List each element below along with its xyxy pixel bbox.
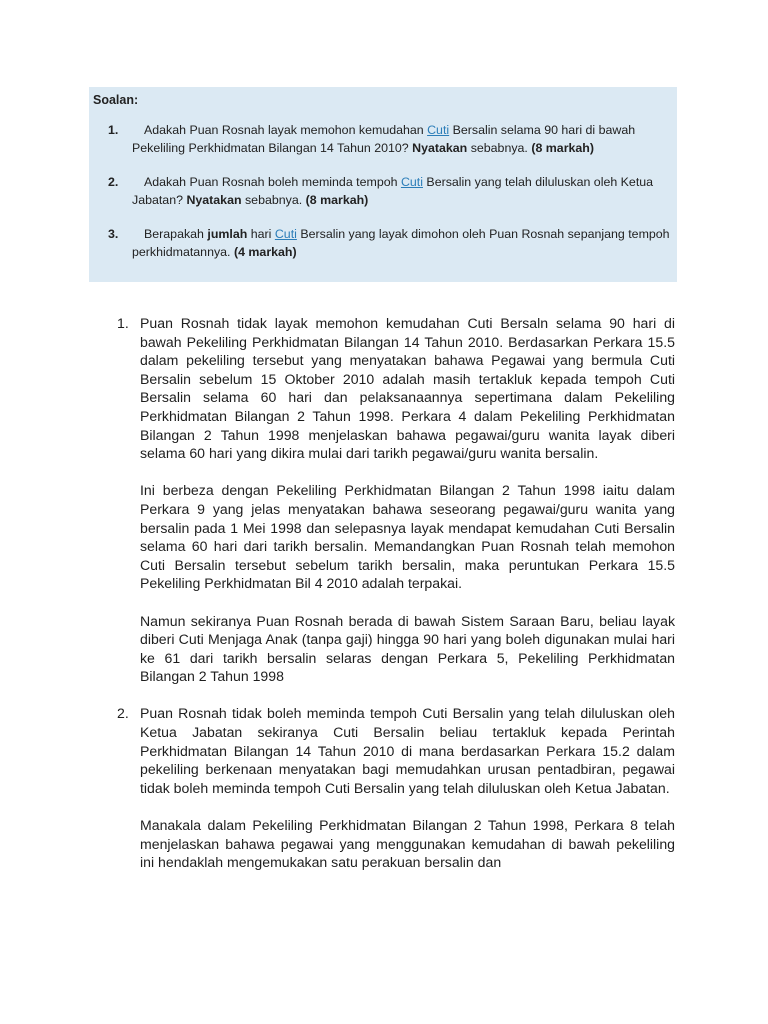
cuti-link[interactable]: Cuti (400, 175, 423, 189)
question-3 (93, 225, 677, 261)
question-text: Bersalin yang layak dimohon oleh Puan Rosnah sepanjang tempoh perkhidmatannya. (132, 227, 670, 259)
question-marks: (4 markah) (233, 245, 297, 259)
answer-number: 2. (117, 705, 129, 722)
question-heading: Soalan: (93, 93, 139, 107)
cuti-link[interactable]: Cuti (274, 227, 297, 241)
question-text: hari (247, 227, 275, 241)
question-text: Berapakah (144, 227, 208, 241)
question-bold: jumlah (207, 227, 248, 241)
answer-paragraph: Puan Rosnah tidak boleh meminda tempoh Cuti Bersalin yang telah diluluskan oleh Ketua Jabatan sekiranya Cuti Bersalin beliau tertakluk kepada Perintah Perkhidmatan Bilangan 14 Tahun 2010 di mana berdasarkan Perkara 15.2 dalam pekeliling berkenaan menyatakan bagi memudahkan urusan pentadbiran, pegawai tidak boleh meminda tempoh Cuti Bersalin yang telah diluluskan oleh Ketua Jabatan. (140, 705, 675, 796)
question-2 (93, 173, 677, 209)
answer-paragraph: Ini berbeza dengan Pekeliling Perkhidmatan Bilangan 2 Tahun 1998 iaitu dalam Perkara 9 yang jelas menyatakan bahawa seseorang pegawai/guru wanita yang bersalin pada 1 Mei 1998 dan selepasnya layak mendapat kemudahan Cuti Bersalin selama 60 hari dari tarikh bersalin. Memandangkan Puan Rosnah telah memohon Cuti Bersalin tersebut sebelum tarikh bersalin, maka peruntukan Perkara 15.5 Pekeliling Perkhidmatan Bil 4 2010 adalah terpakai. (140, 482, 675, 592)
answer-2 (117, 704, 675, 871)
answer-number: 1. (117, 315, 129, 331)
question-box (89, 87, 677, 282)
question-number: 3. (108, 227, 119, 241)
answer-paragraph: Manakala dalam Pekeliling Perkhidmatan Bilangan 2 Tahun 1998, Perkara 8 telah menjelaskan bahawa pegawai yang menggunakan kemudahan di bawah pekeliling ini hendaklah mengemukakan satu perakuan bersalin dan (140, 817, 675, 871)
question-text: sebabnya. (241, 193, 306, 207)
question-bold: Nyatakan (186, 193, 242, 207)
question-number: 1. (108, 123, 119, 137)
question-text: Bersalin selama 90 hari di bawah Pekeliling Perkhidmatan Bilangan 14 Tahun 2010? (132, 123, 636, 155)
question-marks: (8 markah) (531, 141, 594, 155)
answer-paragraph: Puan Rosnah tidak layak memohon kemudahan Cuti Bersaln selama 90 hari di bawah Pekeliling Perkhidmatan Bilangan 14 Tahun 2010. Berdasarkan Perkara 15.5 dalam pekeliling tersebut yang menyatakan bahawa Pegawai yang bermula Cuti Bersalin sebelum 15 Oktober 2010 adalah masih tertakluk kepada tempoh Cuti Bersalin selama 60 hari dan pelaksanaannya sepertimana dalam Pekeliling Perkhidmatan Bilangan 2 Tahun 1998. Perkara 4 dalam Pekeliling Perkhidmatan Bilangan 2 Tahun 1998 menjelaskan bahawa pegawai/guru wanita layak diberi selama 60 hari yang dikira mulai dari tarikh pegawai/guru wanita bersalin. (140, 315, 675, 462)
question-number: 2. (108, 175, 119, 189)
question-text: Adakah Puan Rosnah layak memohon kemudahan (144, 123, 428, 137)
question-text: Adakah Puan Rosnah boleh meminda tempoh (144, 175, 401, 189)
question-text: sebabnya. (467, 141, 532, 155)
question-bold: Nyatakan (412, 141, 468, 155)
answer-1 (117, 314, 675, 686)
question-1 (93, 121, 677, 157)
answers-list (117, 314, 675, 890)
question-marks: (8 markah) (305, 193, 369, 207)
answer-paragraph: Namun sekiranya Puan Rosnah berada di bawah Sistem Saraan Baru, beliau layak diberi Cuti Menjaga Anak (tanpa gaji) hingga 90 hari yang boleh digunakan mulai hari ke 61 dari tarikh bersalin selaras dengan Perkara 5, Pekeliling Perkhidmatan Bilangan 2 Tahun 1998 (140, 612, 675, 685)
question-text: Bersalin yang telah diluluskan oleh Ketua Jabatan? (132, 175, 654, 207)
cuti-link[interactable]: Cuti (427, 123, 450, 137)
